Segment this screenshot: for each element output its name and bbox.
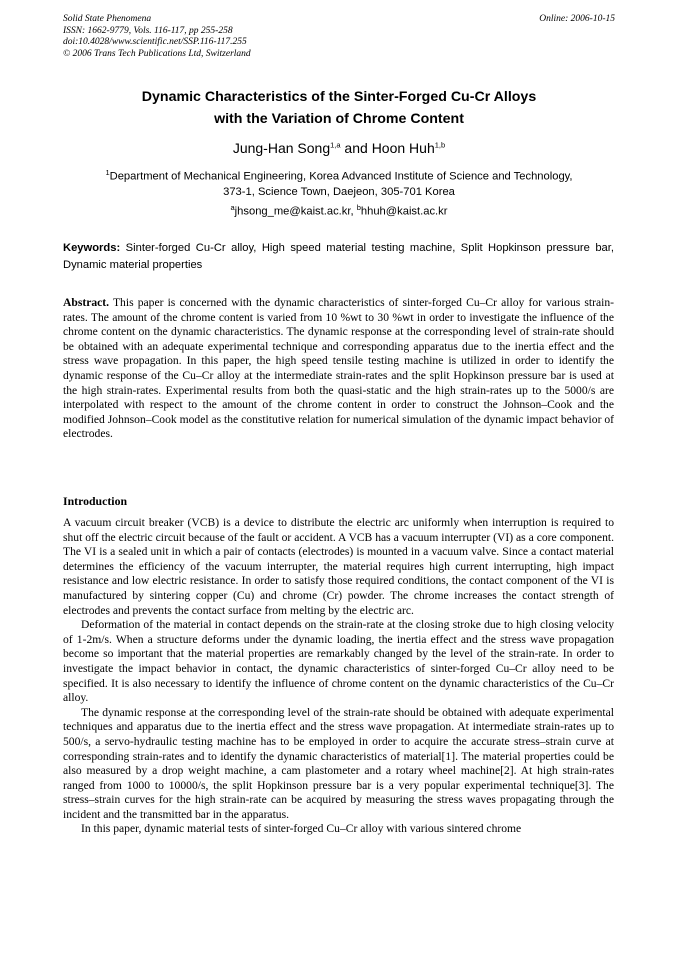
- affiliation-sup: 1: [105, 168, 110, 177]
- email-b: hhuh@kaist.ac.kr: [360, 205, 448, 218]
- intro-paragraph-3: The dynamic response at the corresponding level of the strain-rate should be obtained with adequate experimental techniques and apparatus due to the inertia effect and the stress wave propagation. At intermediate strain-rates up to 500/s, a servo-hydraulic testing machine has to be employed in order to acquire the accurate stress–strain curve at corresponding strain-rates and to identify the dynamic characteristics of material[1]. The material properties could be also measured by a drop weight machine, a cam plastometer and a rotary wheel machine[2]. At high strain-rates ranged from 1000 to 10000/s, the split Hopkinson pressure bar is a very popular experimental technique[3]. The stress–strain curves for the high strain-rate can be acquired by measuring the stress waves propagating through the incident and the transmitted bar in the apparatus.: [63, 705, 614, 821]
- keywords-text: Sinter-forged Cu-Cr alloy, High speed material testing machine, Split Hopkinson pressure bar, Dynamic material properties: [63, 242, 614, 271]
- author-and: and: [340, 140, 372, 156]
- email-line: [0, 203, 678, 218]
- introduction-body: [63, 516, 614, 837]
- journal-name: Solid State Phenomena: [63, 14, 152, 24]
- intro-paragraph-1: A vacuum circuit breaker (VCB) is a device to distribute the electric arc uniformly when interruption is required to shut off the electric circuit because of the fault or accident. A VCB has a vacuum interrupter (VI) as a core component. The VI is a sealed unit in which a pair of contacts (electrodes) is mounted in a vacuum valve. Since a contact material determines the efficiency of the vacuum interrupter, the material requires high current interrupting, high impact resistance and low electric resistance. In order to satisfy those required conditions, the contact component of the VI is manufactured by sintering copper (Cu) and chrome (Cr) powder. The chrome increases the contact strength of electrodes and prevents the contact surface from melting by the electric arc.: [63, 516, 614, 617]
- author-1-sup: 1,a: [330, 140, 341, 150]
- intro-paragraph-2: Deformation of the material in contact depends on the strain-rate at the closing stroke due to high closing velocity of 1-2m/s. When a structure deforms under the dynamic loading, the inertia effect and the stress wave propagation become so important that the material properties are remarkably changed by the level of the strain-rate. In order to investigate the impact behavior in contact, the dynamic characteristics of sinter-forged Cu–Cr alloy need to be specified. It is also necessary to identify the influence of chrome content on the dynamic characteristics of the Cu–Cr alloy.: [63, 618, 614, 705]
- paper-title: [0, 86, 678, 130]
- abstract-block: [63, 296, 614, 442]
- author-list: [0, 140, 678, 156]
- email-a: jhsong_me@kaist.ac.kr: [234, 205, 351, 218]
- doi-line: doi:10.4028/www.scientific.net/SSP.116-117.255: [63, 37, 247, 47]
- keywords-label: Keywords:: [63, 242, 121, 254]
- affiliation-line-2: 373-1, Science Town, Daejeon, 305-701 Korea: [223, 185, 455, 198]
- page-header: [63, 14, 615, 60]
- online-date: Online: 2006-10-15: [539, 14, 615, 24]
- title-line-1: Dynamic Characteristics of the Sinter-Forged Cu-Cr Alloys: [141, 89, 537, 105]
- email-sep: ,: [350, 205, 357, 218]
- keywords-block: [63, 240, 614, 274]
- affiliation-line-1: Department of Mechanical Engineering, Korea Advanced Institute of Science and Technology,: [109, 170, 573, 183]
- issn-line: ISSN: 1662-9779, Vols. 116-117, pp 255-258: [63, 25, 233, 36]
- author-2-sup: 1,b: [434, 140, 446, 150]
- abstract-label: Abstract.: [63, 296, 110, 309]
- affiliation: [0, 165, 678, 200]
- email-a-sup: a: [230, 203, 235, 212]
- title-line-2: with the Variation of Chrome Content: [214, 111, 464, 127]
- abstract-text: This paper is concerned with the dynamic characteristics of sinter-forged Cu–Cr alloy for various strain-rates. The amount of the chrome content is varied from 10 %wt to 30 %wt in order to investigate the influence of the chrome content on the dynamic characteristics. The dynamic response at the corresponding level of strain-rate should be obtained with an adequate experimental technique and corresponding apparatus due to the inertia effect and the stress wave propagation. In this paper, the high speed tensile testing machine is utilized in order to identify the dynamic response of the Cu–Cr alloy at the intermediate strain-rates and the split Hopkinson pressure bar is used at the high strain-rates. Experimental results from both the quasi-static and the high strain-rates up to the 5000/s are interpolated with respect to the amount of the chrome content in order to construct the Johnson–Cook and the modified Johnson–Cook model as the constitutive relation for numerical simulation of the dynamic impact behavior of electrodes.: [63, 296, 614, 441]
- intro-paragraph-4: In this paper, dynamic material tests of sinter-forged Cu–Cr alloy with various sintered chrome: [81, 822, 522, 836]
- introduction-heading: Introduction: [63, 494, 128, 508]
- author-2: Hoon Huh: [371, 140, 435, 156]
- author-1: Jung-Han Song: [232, 140, 331, 156]
- copyright-line: © 2006 Trans Tech Publications Ltd, Switzerland: [63, 48, 251, 59]
- email-b-sup: b: [356, 203, 361, 212]
